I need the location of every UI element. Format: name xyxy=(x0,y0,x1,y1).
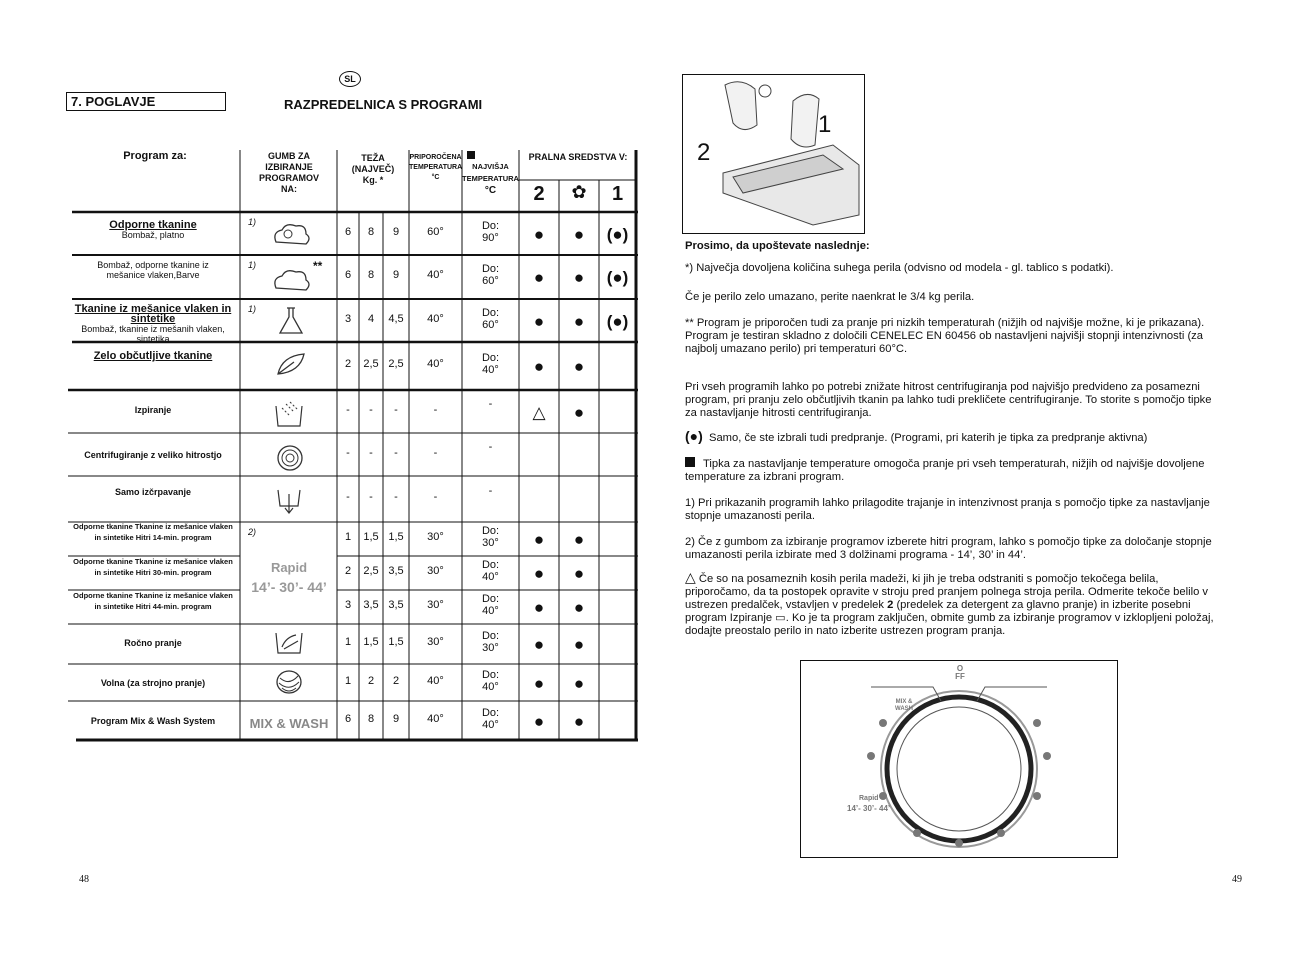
detergent-col-1: 1 xyxy=(611,183,624,205)
chapter-heading: 7. POGLAVJE xyxy=(66,92,226,111)
page-number-left: 48 xyxy=(79,874,89,885)
row-12-name: Volna (za strojno pranje) xyxy=(100,678,206,688)
row-1-note: 1) xyxy=(248,217,257,227)
table-title: RAZPREDELNICA S PROGRAMI xyxy=(284,97,483,112)
weight-cell: 6 xyxy=(344,269,352,281)
rinse-icon xyxy=(272,398,306,430)
max-temp-value: 30° xyxy=(482,537,499,549)
note-low-temp: ** Program je priporočen tudi za pranje pri nizkih temperaturah (nižjih od najvišje možne, ki je prikazana). Program je testiran skladno z določili CENELEC EN 60456 ob nastavljeni najvišji stopnji intenzivnosti (za najbolj umazano perilo) pri temperaturi 60°C. xyxy=(685,317,1205,355)
row-8-name: Odporne tkanine Tkanine iz mešanice vlaken in sintetike Hitri 14-min. program xyxy=(73,522,233,542)
detergent-1-mark: (●) xyxy=(606,268,629,287)
detergent-flower-mark: ● xyxy=(573,311,585,331)
dial-mix-label: MIX & WASH xyxy=(895,699,913,712)
weight-cell: 2 xyxy=(344,565,352,577)
weight-cell: 9 xyxy=(392,225,400,238)
max-temp-value: 60° xyxy=(482,275,499,287)
wool-icon xyxy=(274,668,304,696)
max-temp-cell xyxy=(462,707,519,731)
max-temp-value: 30° xyxy=(482,642,499,654)
header-weight: TEŽA (NAJVEČ) Kg. * xyxy=(351,153,395,185)
recommended-temp-cell: 40° xyxy=(427,674,444,687)
detergent-col-2: 2 xyxy=(533,183,545,205)
detergent-flower-mark: ● xyxy=(573,711,585,731)
row-6-name: Centrifugiranje z veliko hitrostjo xyxy=(84,450,222,460)
row-9-name: Odporne tkanine Tkanine iz mešanice vlaken in sintetike Hitri 30-min. program xyxy=(73,557,233,577)
recommended-temp-cell: 30° xyxy=(427,531,444,543)
max-temp-cell xyxy=(462,485,519,497)
drain-icon xyxy=(274,486,304,516)
detergent-2-mark: ● xyxy=(533,598,545,617)
note-dirty-laundry: Če je perilo zelo umazano, perite naenkrat le 3/4 kg perila. xyxy=(685,291,975,303)
weight-cell: 2,5 xyxy=(363,358,379,370)
recommended-temp-cell: 40° xyxy=(427,358,444,370)
max-temp-value: 90° xyxy=(482,231,499,244)
max-temp-prefix: Do: xyxy=(481,263,500,275)
max-temp-cell xyxy=(462,630,519,654)
dial-off-label: OFF xyxy=(955,664,965,681)
weight-cell: 1,5 xyxy=(363,531,379,543)
detergent-flower-mark: ● xyxy=(573,673,585,693)
row-3-note: 1) xyxy=(248,304,257,314)
max-temp-value: 40° xyxy=(482,571,499,583)
detergent-flower-mark: ● xyxy=(573,564,585,583)
weight-cell: 8 xyxy=(367,269,375,281)
row-4-name: Zelo občutljive tkanine xyxy=(93,350,213,362)
detergent-2-mark: ● xyxy=(533,564,545,583)
recommended-temp-cell: - xyxy=(433,446,438,459)
synthetic-program-icon xyxy=(270,262,314,294)
row-2-name: Bombaž, odporne tkanine iz mešanice vlaken,Barve xyxy=(97,260,209,280)
weight-cell: 1 xyxy=(344,636,352,648)
row-5-name: Izpiranje xyxy=(134,405,172,415)
max-temp-cell xyxy=(462,398,519,410)
header-program: Program za: xyxy=(123,150,187,162)
row-7-name: Samo izčrpavanje xyxy=(114,487,192,497)
max-temp-cell xyxy=(462,525,519,549)
weight-cell: 3 xyxy=(344,599,352,611)
max-temp-prefix: Do: xyxy=(481,219,500,232)
recommended-temp-cell: 40° xyxy=(427,312,444,325)
row-2-note: 1) xyxy=(248,260,257,270)
max-temp-cell xyxy=(462,559,519,583)
header-max-temp: NAJVIŠJA TEMPERATURA °C xyxy=(462,162,519,196)
weight-cell: 3,5 xyxy=(388,565,404,577)
row-8-note: 2) xyxy=(248,527,257,537)
max-temp-cell xyxy=(462,352,519,376)
detergent-2-mark: ● xyxy=(533,357,545,376)
language-badge: SL xyxy=(339,71,361,87)
note-spin-speed: Pri vseh programih lahko po potrebi znižate hitrost centrifugiranja pod najvišjo predvideno za posamezni program, pri pranju zelo občutljivih tkanin pa lahko tudi prekličete centrifugiranje. To storite s pomočjo tipke za nastavljanje hitrosti centrifugiranja. xyxy=(685,381,1212,419)
feather-icon xyxy=(274,350,308,378)
recommended-temp-cell: 40° xyxy=(427,712,444,725)
weight-cell: 2 xyxy=(392,674,400,687)
max-temp-value: - xyxy=(488,397,493,410)
weight-cell: 2,5 xyxy=(363,565,379,577)
max-temp-prefix: Do: xyxy=(481,352,500,364)
recommended-temp-cell: 60° xyxy=(427,225,444,238)
detergent-2-mark: ● xyxy=(533,635,545,654)
weight-cell: - xyxy=(346,403,350,416)
header-knob: GUMB ZA IZBIRANJE PROGRAMOV NA: xyxy=(258,151,319,194)
recommended-temp-cell: 30° xyxy=(427,565,444,577)
weight-cell: - xyxy=(369,491,373,503)
note-footnote-1: 1) Pri prikazanih programih lahko prilagodite trajanje in intenzivnost pranja s pomočjo tipke za nastavljanje stopnje umazanosti perila. xyxy=(685,497,1210,522)
dial-rapid-times: 14’- 30’- 44’ xyxy=(847,804,891,813)
max-temp-prefix: Do: xyxy=(481,593,500,605)
dial-rapid-label: Rapid xyxy=(859,795,879,802)
row-10-name: Odporne tkanine Tkanine iz mešanice vlaken in sintetike Hitri 44-min. program xyxy=(73,591,233,611)
detergent-flower-mark: ● xyxy=(573,635,585,654)
max-temp-value: 40° xyxy=(482,680,499,693)
cotton-program-icon xyxy=(270,218,314,250)
max-temp-value: 40° xyxy=(482,605,499,617)
weight-cell: 3,5 xyxy=(363,599,379,611)
max-temp-cell xyxy=(462,593,519,617)
detergent-flower-mark: ● xyxy=(573,224,585,244)
weight-cell: 8 xyxy=(367,225,375,238)
max-temp-prefix: Do: xyxy=(481,525,500,537)
header-detergent: PRALNA SREDSTVA V: xyxy=(528,152,628,162)
row-11-name: Ročno pranje xyxy=(124,638,182,648)
row-2-stars: ** xyxy=(313,259,323,273)
weight-cell: 3,5 xyxy=(388,599,404,611)
max-temp-cell xyxy=(462,441,519,453)
drawer-label-1: 1 xyxy=(818,111,832,138)
note-prewash: (●) Samo, če ste izbrali tudi predpranje. (Programi, pri katerih je tipka za predpranje aktivna) xyxy=(685,428,1148,444)
weight-cell: - xyxy=(369,403,373,416)
max-temp-value: - xyxy=(488,440,493,453)
weight-cell: 9 xyxy=(392,712,400,725)
max-temp-prefix: Do: xyxy=(481,306,500,319)
row-3-name: Tkanine iz mešanice vlaken in sintetike Bombaž, tkanine iz mešanih vlaken, sintetika xyxy=(74,303,232,344)
weight-cell: 6 xyxy=(344,225,352,238)
max-temp-prefix: Do: xyxy=(481,630,500,642)
rapid-label: Rapid xyxy=(270,560,308,575)
drawer-label-2: 2 xyxy=(697,139,711,166)
weight-cell: - xyxy=(394,446,398,459)
header-recommended-temp: PRIPOROČENA TEMPERATURA °C xyxy=(409,154,463,181)
row-13-name: Program Mix & Wash System xyxy=(90,716,216,726)
recommended-temp-cell: - xyxy=(433,403,438,416)
detergent-flower-mark: ● xyxy=(573,402,585,422)
rinse-inline-icon: ▭ xyxy=(775,612,786,624)
detergent-2-mark: ● xyxy=(533,711,545,731)
detergent-1-mark: (●) xyxy=(606,311,629,331)
weight-cell: 4 xyxy=(367,312,375,325)
weight-cell: 1 xyxy=(344,674,352,687)
drawer-figure xyxy=(682,74,865,234)
flower-icon: ✿ xyxy=(571,182,587,202)
detergent-2-mark: ● xyxy=(533,268,545,287)
note-bleach: △ Če so na posameznih kosih perila madeži, ki jih je treba odstraniti s pomočjo tekočega belila, priporočamo, da ta postopek opravite v stroju pred pranjem polnega stroja perila. Odmerite tekoče belilo v ustrezen predalček, vstavljen v predelek 2 (predelek za detergent za glavno pranje) in izberite posebni program Izpiranje ▭. Ko je ta program zaključen, obmite gumb za izbiranje programov v izklopljeni položaj, dodajte preostalo perilo in nato izberite ustrezen program pranja. xyxy=(685,569,1214,637)
detergent-flower-mark: ● xyxy=(573,357,585,376)
flask-icon xyxy=(276,305,306,337)
weight-cell: 9 xyxy=(392,269,400,281)
weight-cell: - xyxy=(394,403,398,416)
max-temp-cell xyxy=(462,220,519,244)
max-temp-cell xyxy=(462,669,519,693)
weight-cell: 6 xyxy=(344,712,352,725)
row-1-name: Odporne tkanine Bombaž, platno xyxy=(109,219,197,240)
max-temp-value: 60° xyxy=(482,318,499,331)
mix-wash-label: MIX & WASH xyxy=(249,716,329,731)
max-temp-value: 40° xyxy=(482,364,499,376)
detergent-flower-mark: ● xyxy=(573,268,585,287)
handwash-icon xyxy=(272,627,306,657)
detergent-2-mark: ● xyxy=(533,311,545,331)
detergent-1-mark: (●) xyxy=(606,224,629,244)
weight-cell: 8 xyxy=(367,712,375,725)
max-temp-prefix: Do: xyxy=(481,668,500,681)
note-footnote-2: 2) Če z gumbom za izbiranje programov izberete hitri program, lahko s pomočjo tipke za določanje stopnje umazanosti perila izbirate med 3 dolžinami programa - 14’, 30’ in 44’. xyxy=(685,536,1212,561)
detergent-2-mark: ● xyxy=(533,224,545,244)
note-temperature: Tipka za nastavljanje temperature omogoča pranje pri vseh temperaturah, nižjih od najvišje dovoljene temperature za izbrani program. xyxy=(685,458,1205,483)
max-temp-cell xyxy=(462,307,519,331)
weight-cell: 2 xyxy=(344,358,352,370)
detergent-2-mark: ● xyxy=(533,530,545,549)
weight-cell: 4,5 xyxy=(388,312,404,325)
weight-cell: - xyxy=(346,446,350,459)
detergent-2-mark: △ xyxy=(532,402,546,422)
spin-icon xyxy=(276,444,304,472)
max-temp-value: - xyxy=(488,485,493,497)
recommended-temp-cell: 30° xyxy=(427,636,444,648)
notes-heading: Prosimo, da upoštevate naslednje: xyxy=(685,240,870,252)
recommended-temp-cell: 40° xyxy=(427,269,444,281)
max-temp-value: 40° xyxy=(482,718,499,731)
weight-cell: 1,5 xyxy=(388,636,404,648)
weight-cell: 2 xyxy=(367,674,375,687)
detergent-flower-mark: ● xyxy=(573,598,585,617)
weight-cell: 1,5 xyxy=(363,636,379,648)
weight-cell: - xyxy=(346,491,350,503)
program-dial-figure xyxy=(800,660,1118,858)
max-temp-prefix: Do: xyxy=(481,706,500,719)
weight-cell: - xyxy=(369,446,373,459)
weight-cell: 2,5 xyxy=(388,358,404,370)
weight-cell: 3 xyxy=(344,312,352,325)
rapid-times: 14’- 30’- 44’ xyxy=(251,579,327,595)
page-number-right: 49 xyxy=(1232,874,1242,885)
detergent-2-mark: ● xyxy=(533,673,545,693)
max-temp-cell xyxy=(462,263,519,287)
recommended-temp-cell: 30° xyxy=(427,599,444,611)
weight-cell: - xyxy=(394,491,398,503)
detergent-flower-mark: ● xyxy=(573,530,585,549)
recommended-temp-cell: - xyxy=(433,491,438,503)
weight-cell: 1 xyxy=(344,531,352,543)
note-max-load: *) Največja dovoljena količina suhega perila (odvisno od modela - gl. tablico s podatki). xyxy=(685,262,1114,274)
weight-cell: 1,5 xyxy=(388,531,404,543)
max-temp-prefix: Do: xyxy=(481,559,500,571)
